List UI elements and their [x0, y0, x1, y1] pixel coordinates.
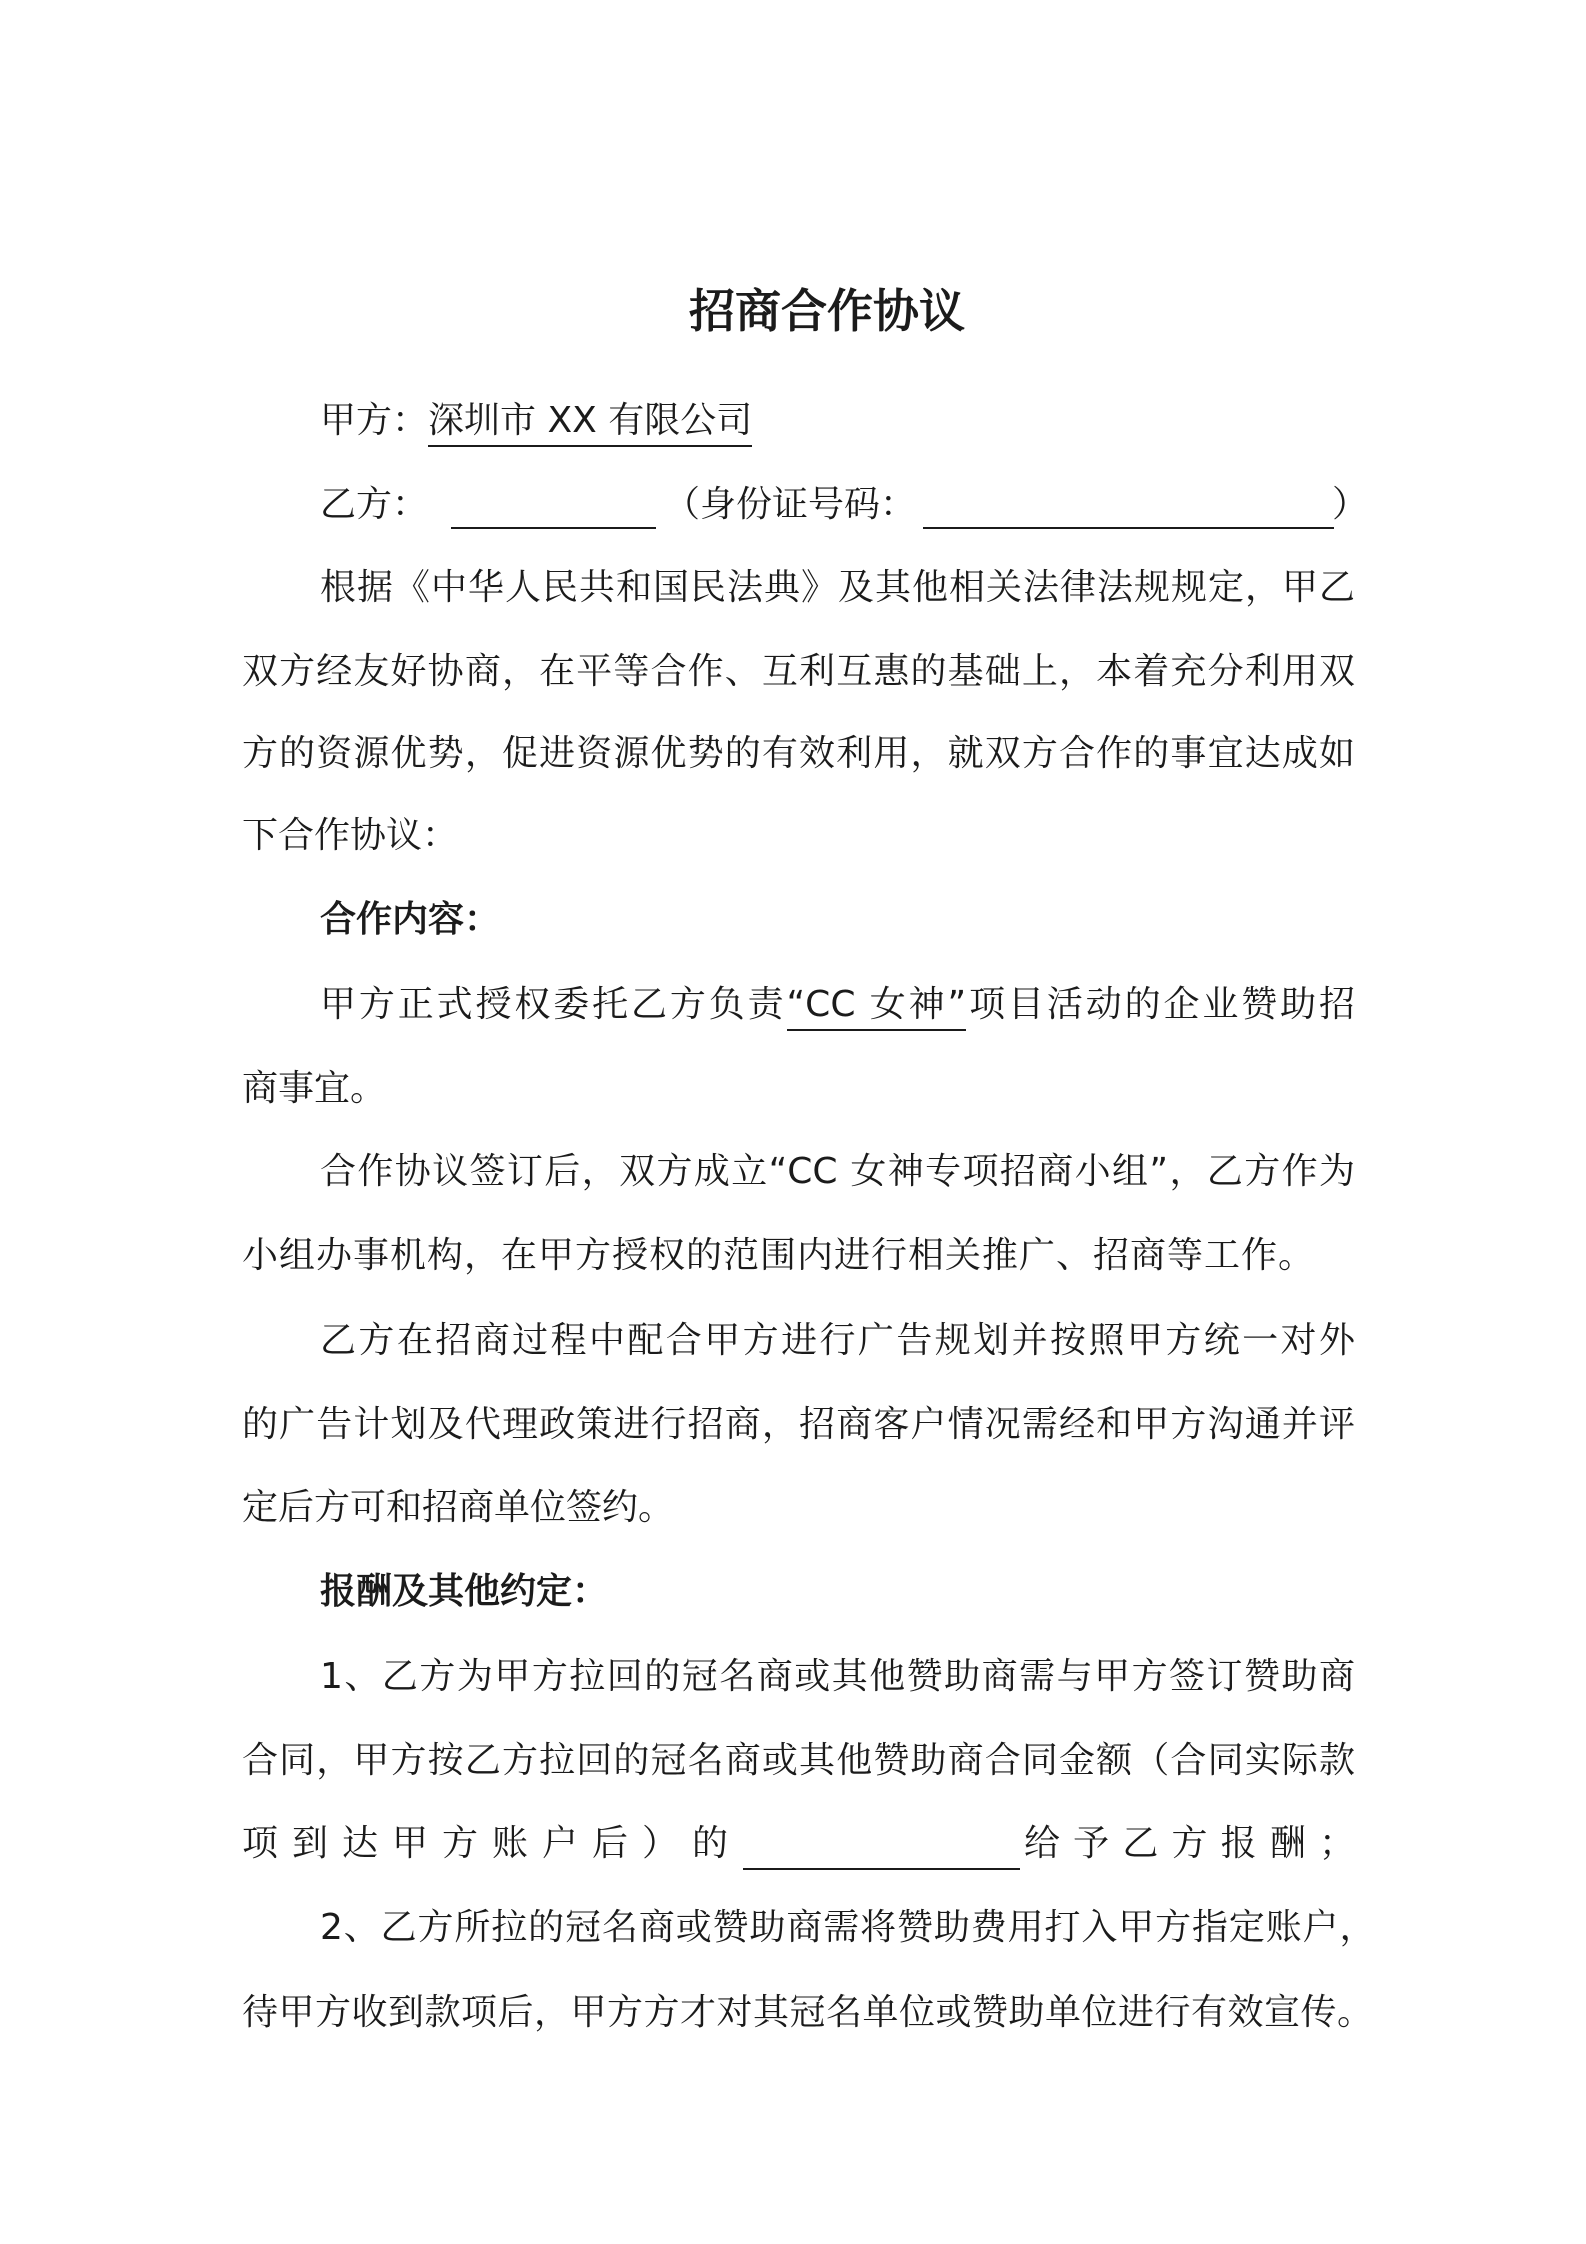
item-1-line-3-after: 给予乙方报酬； — [1024, 1823, 1355, 1864]
party-b-id-blank — [923, 527, 1334, 529]
party-a-line — [320, 396, 752, 446]
section-1-para-3-line: 定后方可和招商单位签约。 — [242, 1487, 675, 1528]
reward-amount-blank — [743, 1868, 1020, 1870]
section-1-heading: 合作内容： — [320, 899, 501, 940]
section-1-para-2-line: 小组办事机构，在甲方授权的范围内进行相关推广、招商等工作。 — [242, 1235, 1316, 1276]
item-1-line: 1、乙方为甲方拉回的冠名商或其他赞助商需与甲方签订赞助商 — [320, 1656, 1355, 1697]
intro-line: 双方经友好协商，在平等合作、互利互惠的基础上，本着充分利用双 — [242, 651, 1355, 692]
para-1-text-before: 甲方正式授权委托乙方负责 — [320, 984, 787, 1025]
party-b-id-close: ） — [1332, 484, 1369, 525]
party-a-name: 深圳市 XX 有限公司 — [428, 400, 752, 447]
item-2-line: 2、乙方所拉的冠名商或赞助商需将赞助费用打入甲方指定账户， — [320, 1907, 1375, 1948]
intro-line: 方的资源优势，促进资源优势的有效利用，就双方合作的事宜达成如 — [242, 733, 1355, 774]
para-1-text-after: 项目活动的企业赞助招 — [966, 984, 1355, 1025]
project-name: “CC 女神” — [787, 984, 967, 1031]
item-1-line: 合同，甲方按乙方拉回的冠名商或其他赞助商合同金额（合同实际款 — [242, 1740, 1355, 1781]
section-1-para-2-line: 合作协议签订后，双方成立“CC 女神专项招商小组”，乙方作为 — [320, 1151, 1355, 1192]
intro-line: 下合作协议： — [242, 815, 459, 856]
item-1-line-3-before: 项到达甲方账户后）的 — [242, 1823, 728, 1864]
party-b-label: 乙方： — [320, 484, 429, 525]
section-1-para-3-line: 的广告计划及代理政策进行招商，招商客户情况需经和甲方沟通并评 — [242, 1404, 1355, 1445]
section-1-para-1-line — [320, 980, 1355, 1030]
party-b-id-label: （身份证号码： — [664, 484, 917, 525]
intro-line: 根据《中华人民共和国民法典》及其他相关法律法规规定，甲乙 — [320, 567, 1355, 608]
document-title: 招商合作协议 — [689, 284, 965, 338]
party-b-name-blank — [451, 527, 656, 529]
section-1-para-1-line: 商事宜。 — [242, 1068, 387, 1109]
party-a-label: 甲方： — [320, 400, 429, 441]
section-2-heading: 报酬及其他约定： — [320, 1571, 609, 1612]
section-1-para-3-line: 乙方在招商过程中配合甲方进行广告规划并按照甲方统一对外 — [320, 1320, 1355, 1361]
item-2-line: 待甲方收到款项后，甲方方才对其冠名单位或赞助单位进行有效宣传。 — [242, 1992, 1374, 2033]
